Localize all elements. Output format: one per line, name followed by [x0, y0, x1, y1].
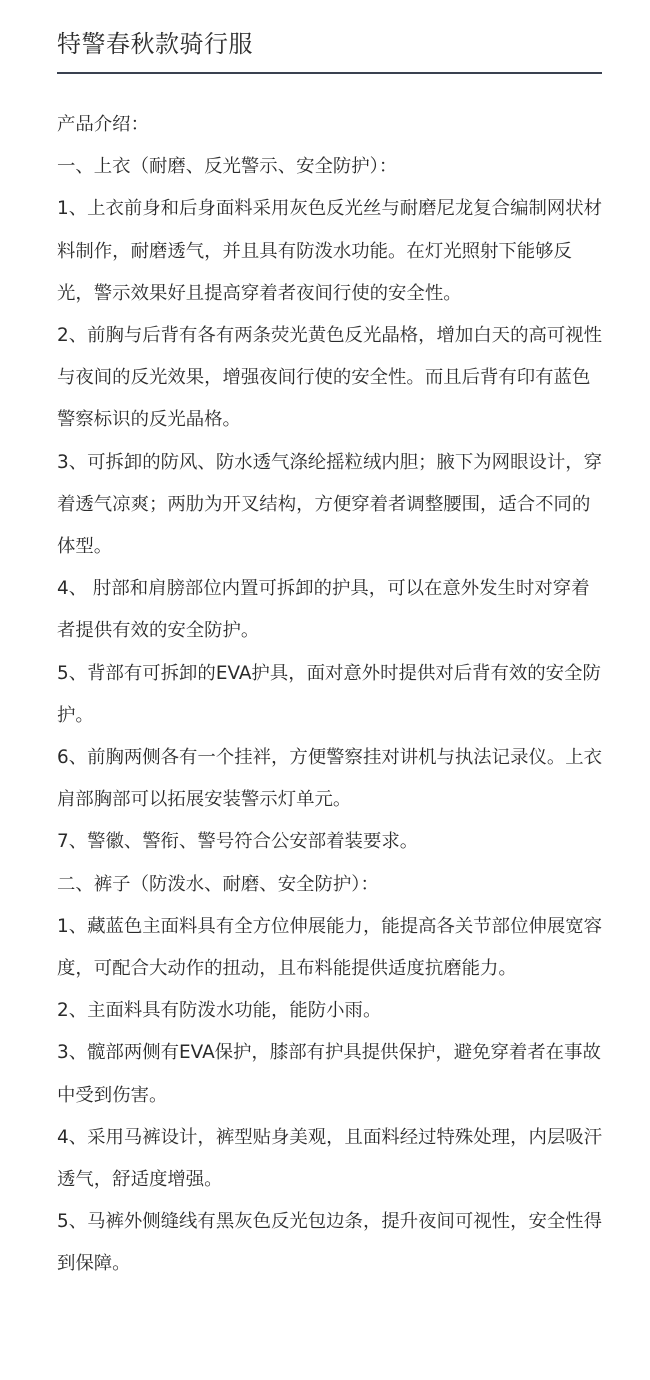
title-divider [57, 72, 602, 74]
jacket-item-7: 7、警徽、警衔、警号符合公安部着装要求。 [57, 831, 419, 853]
jacket-item-5: 5、背部有可拆卸的EVA护具，面对意外时提供对后背有效的安全防护。 [57, 662, 601, 726]
jacket-item-4: 4、 肘部和肩膀部位内置可拆卸的护具，可以在意外发生时对穿着者提供有效的安全防护。 [57, 578, 590, 642]
pants-item-5: 5、马裤外侧缝线有黑灰色反光包边条，提升夜间可视性，安全性得到保障。 [57, 1211, 603, 1275]
product-description [57, 104, 607, 1286]
pants-item-2: 2、主面料具有防泼水功能，能防小雨。 [57, 1000, 382, 1022]
pants-item-3: 3、髋部两侧有EVA保护，膝部有护具提供保护，避免穿着者在事故中受到伤害。 [57, 1042, 601, 1106]
jacket-item-6: 6、前胸两侧各有一个挂袢，方便警察挂对讲机与执法记录仪。上衣肩部胸部可以拓展安装警示灯单元。 [57, 747, 603, 811]
section-heading-pants: 二、裤子（防泼水、耐磨、安全防护）： [57, 873, 379, 895]
pants-item-4: 4、采用马裤设计，裤型贴身美观，且面料经过特殊处理，内层吸汗透气，舒适度增强。 [57, 1126, 603, 1191]
page-title: 特警春秋款骑行服 [57, 30, 253, 58]
jacket-item-1: 1、上衣前身和后身面料采用灰色反光丝与耐磨尼龙复合编制网状材料制作，耐磨透气，并且具有防泼水功能。在灯光照射下能够反光，警示效果好且提高穿着者夜间行使的安全性。 [57, 198, 603, 304]
intro-heading: 产品介绍： [57, 114, 149, 135]
jacket-item-3: 3、可拆卸的防风、防水透气涤纶摇粒绒内胆；腋下为网眼设计，穿着透气凉爽；两肋为开叉结构，方便穿着者调整腰围，适合不同的体型。 [57, 451, 603, 558]
pants-item-1: 1、藏蓝色主面料具有全方位伸展能力，能提高各关节部位伸展宽容度，可配合大动作的扭动，且布料能提供适度抗磨能力。 [57, 915, 603, 980]
section-heading-jacket: 一、上衣（耐磨、反光警示、安全防护）： [57, 156, 398, 178]
jacket-item-2: 2、前胸与后背有各有两条荧光黄色反光晶格，增加白天的高可视性与夜间的反光效果，增强夜间行使的安全性。而且后背有印有蓝色警察标识的反光晶格。 [57, 325, 603, 431]
